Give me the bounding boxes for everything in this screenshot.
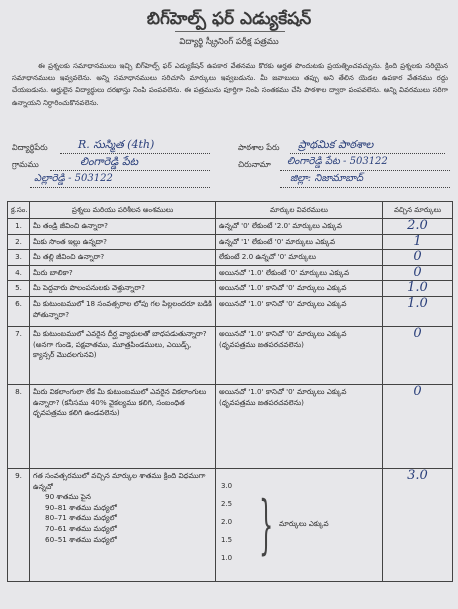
form-subtitle: విద్యార్థి స్క్రీనింగ్ పరీక్ష పత్రము	[179, 37, 279, 47]
table-row	[8, 265, 453, 281]
scale-value: 2.0	[221, 517, 233, 526]
brace-icon: }	[259, 487, 274, 562]
table-row	[8, 296, 453, 326]
mandal-line	[30, 187, 210, 188]
percentage-list	[33, 492, 212, 545]
row-serial: 4.	[8, 265, 30, 281]
row-score: 1.0	[407, 280, 428, 296]
row-serial: 8.	[8, 384, 30, 468]
village-value: లింగారెడ్డి పేట	[80, 155, 139, 168]
marks-scale	[219, 471, 379, 579]
table-row	[8, 219, 453, 235]
form-title: బిగ్‌హెల్ప్ ఫర్ ఎడ్యుకేషన్	[146, 9, 312, 29]
row-score: 2.0	[407, 218, 428, 233]
row-question: మీకు సొంత ఇల్లు ఉన్నదా?	[30, 234, 216, 250]
intro-paragraph: ఈ ప్రశ్నలకు సమాధానములు ఇచ్చి బిగ్‌హెల్ప్ ఫర్ ఎడ్యుకేషన్ ఉపకార వేతనము కొరకు అర్హత పొందుటకు ప్రయత్నించవచ్చును. క్రింది ప్రశ్నలకు సరియైన సమాధానములు ఇవ్వవలెను. అన్ని సమాధానములు సరిచూసి మార్కులు ఇవ్వబడును. మీ జవాబులు తప్పు అని తేలిన యెడల ఉపకార వేతనము రద్దు చేయబడును. అర్హులైన విద్యార్థులు దరఖాస్తు నింపి పంపవలెను. ఈ పత్రమును పూర్తిగా నింపి సంతకము చేసి పాఠశాల ద్వారా పంపవలెను. అన్ని వివరములు సరిగా ఉన్నాయని నిర్ధారించుకొనవలెను.	[12, 62, 448, 107]
row-score: 1	[413, 233, 422, 249]
row-score-cell	[383, 250, 453, 266]
scale-value: 1.5	[221, 535, 233, 544]
row-marks-rule-cell	[216, 468, 383, 581]
row-score: 0	[413, 325, 422, 341]
row-question: మీ కుటుంబములో 18 సంవత్సరాల లోపు గల పిల్లలందరూ బడికి పోతున్నారా?	[30, 296, 216, 326]
row-marks-rule: అయినచో '1.0' కానిచో '0' మార్కులు ఎక్కువ (ధృవపత్రము జతపరచవలెను)	[216, 326, 383, 384]
row-score-cell	[383, 296, 453, 326]
row-marks-rule: ఉన్నచో '0' లేకుంటే '2.0' మార్కులు ఎక్కువ	[216, 219, 383, 235]
row-question-cell	[30, 468, 216, 581]
table-row	[8, 234, 453, 250]
row-marks-rule: లేకుంటే 2.0 ఉన్నచో '0' మార్కులు	[216, 250, 383, 266]
village-line	[50, 170, 210, 171]
address-label: చిరునామా	[238, 160, 271, 169]
school-name-line	[290, 153, 445, 154]
row-score-cell	[383, 468, 453, 581]
row-serial: 5.	[8, 281, 30, 297]
list-item: 70–61 శాతము మధ్యలో	[45, 523, 117, 533]
student-name-line	[60, 153, 210, 154]
table-row	[8, 468, 453, 581]
header-serial: క్ర.సం.	[8, 202, 30, 219]
header-marks-obtained: వచ్చిన మార్కులు	[383, 202, 453, 219]
row-question: గత సంవత్సరములో వచ్చిన మార్కుల శాతము క్రింది విధముగా ఉన్నచో	[33, 470, 206, 491]
row-question: మీ కుటుంబములో ఎవరైన దీర్ఘ వ్యాధులతో బాధపడుతున్నారా? (అనగా గుండె, పక్షవాతము, మూత్రపిండములు, ఎయిడ్స్, క్యాన్సర్ మొదలగునవి)	[30, 326, 216, 384]
school-name-value: ప్రాథమిక పాఠశాల	[298, 138, 374, 151]
row-score: 1.0	[407, 295, 428, 311]
table-row	[8, 281, 453, 297]
row-serial: 3.	[8, 250, 30, 266]
screening-table	[7, 201, 453, 582]
school-name-label: పాఠశాల పేరు	[238, 143, 280, 152]
row-score-cell	[383, 384, 453, 468]
row-marks-rule: అయినచో '1.0' లేకుంటే '0' మార్కులు ఎక్కువ	[216, 265, 383, 281]
address-value: లింగారెడ్డి పేట - 503122	[287, 156, 388, 167]
row-serial: 2.	[8, 234, 30, 250]
village-label: గ్రామము	[12, 160, 39, 169]
row-question: మీ పెద్దవారు పొలంపనులకు వెళ్తున్నారా?	[30, 281, 216, 297]
row-question: మీ తండ్రి జీవించి ఉన్నారా?	[30, 219, 216, 235]
list-item: 60–51 శాతము మధ్యలో	[45, 534, 117, 544]
row-score-cell	[383, 219, 453, 235]
row-question: మీరు బాలికా?	[30, 265, 216, 281]
row-score-cell	[383, 281, 453, 297]
row-marks-rule: అయినచో '1.0' కానిచో '0' మార్కులు ఎక్కువ	[216, 281, 383, 297]
row-question: మీ తల్లి జీవించి ఉన్నారా?	[30, 250, 216, 266]
row-score-cell	[383, 234, 453, 250]
list-item: 90–81 శాతము మధ్యలో	[45, 502, 117, 512]
table-row	[8, 326, 453, 384]
address-line	[280, 170, 450, 171]
list-item: 90 శాతము పైన	[45, 492, 91, 502]
title-underline	[175, 31, 285, 32]
scale-values	[221, 477, 232, 567]
scale-value: 3.0	[221, 481, 233, 490]
row-question: మీరు వికలాంగులా లేక మీ కుటుంబములో ఎవరైన వికలాంగులు ఉన్నారా? (కనీసము 40% వైకల్యము కలిగి, సంబంధిత ధృవపత్రము కలిగి ఉండవలెను)	[30, 384, 216, 468]
header-marks-detail: మార్కుల వివరములు	[216, 202, 383, 219]
row-serial: 1.	[8, 219, 30, 235]
student-name-value: R. సుస్మిత (4th)	[78, 138, 155, 151]
row-score-cell	[383, 265, 453, 281]
table-row	[8, 384, 453, 468]
row-score-cell	[383, 326, 453, 384]
scale-value: 2.5	[221, 499, 233, 508]
row-serial: 9.	[8, 468, 30, 581]
mandal-value: ఎల్లారెడ్డి - 503122	[34, 173, 113, 184]
list-item: 80–71 శాతము మధ్యలో	[45, 513, 117, 523]
row-score: 0	[413, 249, 422, 265]
row-marks-rule: అయినచో '1.0' కానిచో '0' మార్కులు ఎక్కువ (ధృవపత్రము జతపరచవలెను)	[216, 384, 383, 468]
row-score: 0	[413, 383, 422, 399]
student-name-label: విద్యార్థిపేరు	[12, 143, 48, 152]
row-serial: 7.	[8, 326, 30, 384]
district-line	[280, 187, 450, 188]
row-marks-rule: అయినచో '1.0' కానిచో '0' మార్కులు ఎక్కువ	[216, 296, 383, 326]
district-value: జిల్లా: నిజామాబాద్	[290, 173, 364, 184]
row-score: 0	[413, 264, 422, 280]
table-row	[8, 250, 453, 266]
scale-value: 1.0	[221, 553, 233, 562]
header-question: ప్రశ్నలు మరియు పరిశీలన అంశములు	[30, 202, 216, 219]
row-score: 3.0	[407, 467, 428, 483]
row-marks-rule: ఉన్నచో '1' లేకుంటే '0' మార్కులు ఎక్కువ	[216, 234, 383, 250]
row-serial: 6.	[8, 296, 30, 326]
table-header-row	[8, 202, 453, 219]
row-marks-rule: మార్కులు ఎక్కువ	[279, 518, 329, 528]
